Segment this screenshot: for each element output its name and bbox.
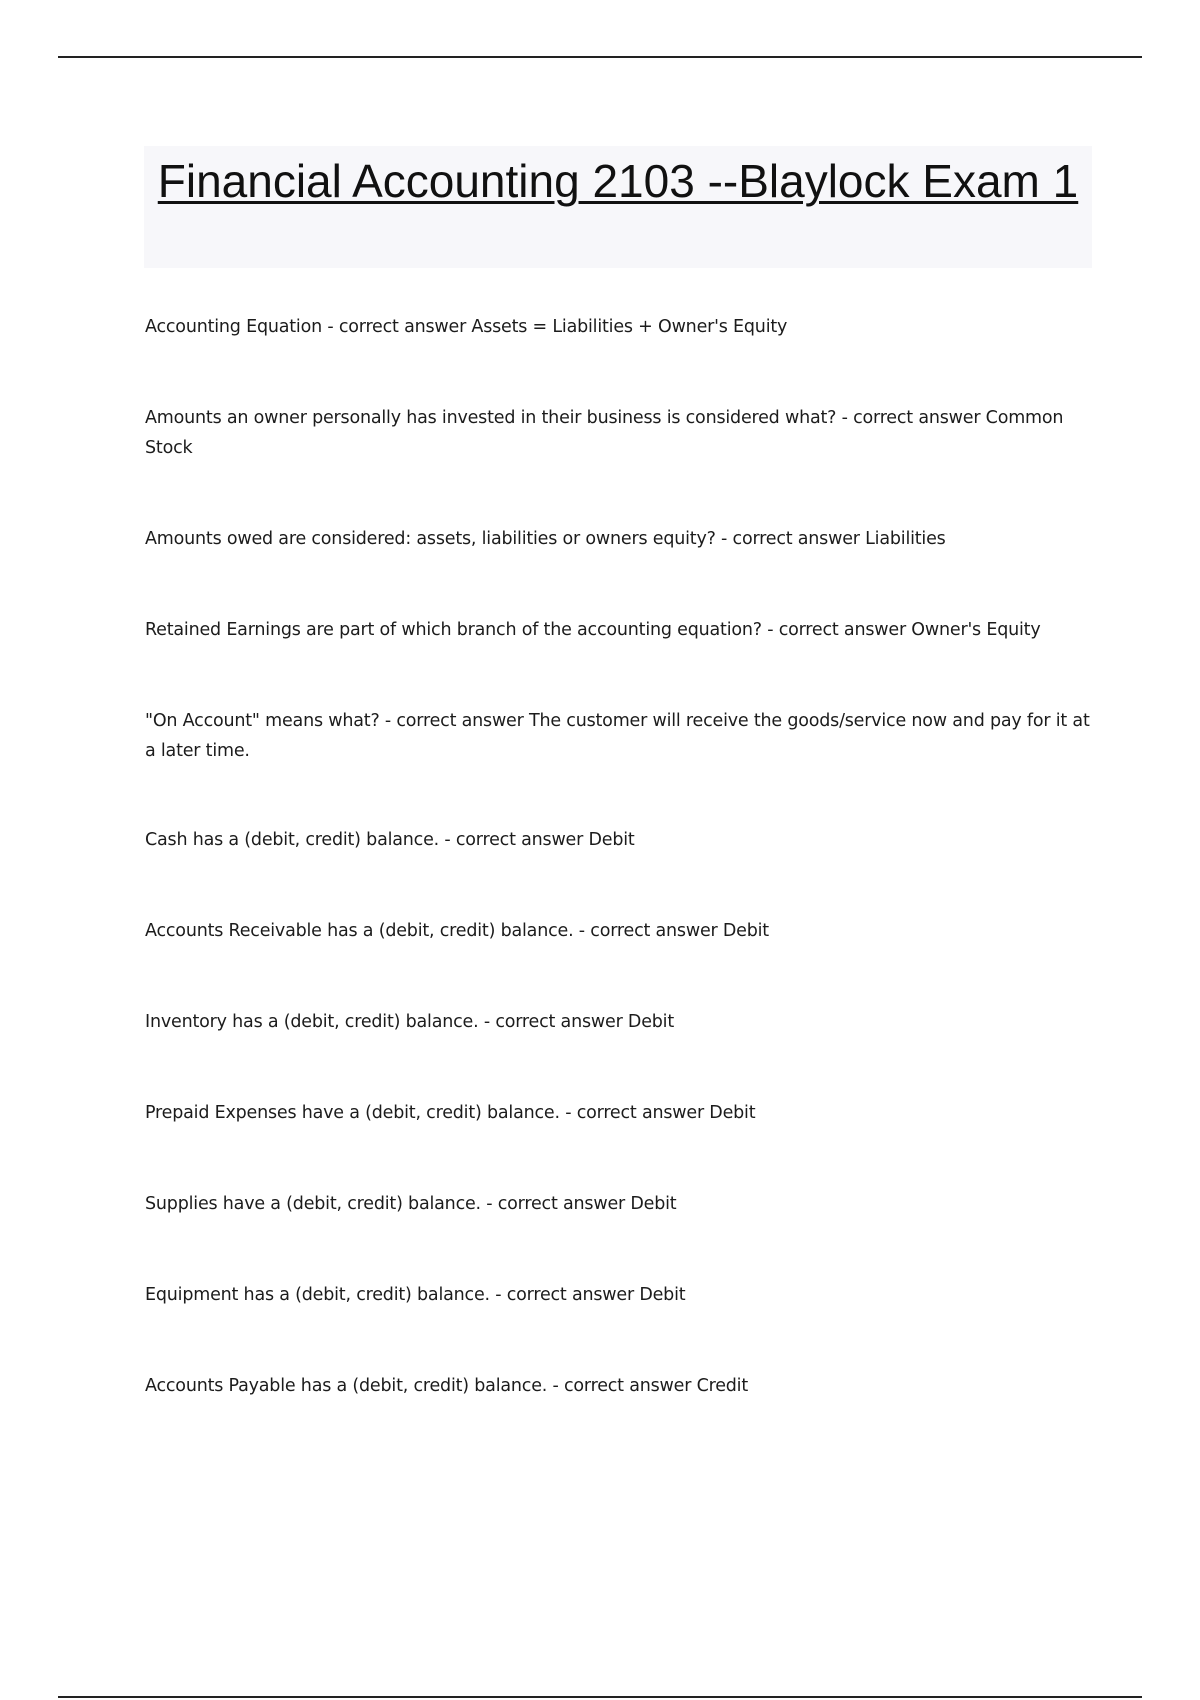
title-block <box>144 146 1092 268</box>
qa-item: Cash has a (debit, credit) balance. - correct answer Debit <box>145 830 635 850</box>
qa-item: Equipment has a (debit, credit) balance. - correct answer Debit <box>145 1285 686 1305</box>
qa-item: Supplies have a (debit, credit) balance. - correct answer Debit <box>145 1194 677 1214</box>
page-top-rule <box>58 56 1142 58</box>
qa-item: Amounts owed are considered: assets, liabilities or owners equity? - correct answer Liabilities <box>145 529 946 549</box>
qa-item: Amounts an owner personally has invested in their business is considered what? - correct answer Common Stock <box>145 408 1064 458</box>
qa-item: "On Account" means what? - correct answer The customer will receive the goods/service now and pay for it at a later time. <box>145 711 1090 761</box>
qa-item: Accounting Equation - correct answer Assets = Liabilities + Owner's Equity <box>145 317 788 337</box>
qa-item: Inventory has a (debit, credit) balance. - correct answer Debit <box>145 1012 674 1032</box>
qa-item: Accounts Payable has a (debit, credit) balance. - correct answer Credit <box>145 1376 749 1396</box>
qa-item: Prepaid Expenses have a (debit, credit) balance. - correct answer Debit <box>145 1103 756 1123</box>
page-bottom-rule <box>58 1696 1142 1698</box>
qa-item: Accounts Receivable has a (debit, credit) balance. - correct answer Debit <box>145 921 769 941</box>
qa-item: Retained Earnings are part of which branch of the accounting equation? - correct answer Owner's Equity <box>145 620 1041 640</box>
document-title: Financial Accounting 2103 --Blaylock Exam 1 <box>157 155 1079 207</box>
